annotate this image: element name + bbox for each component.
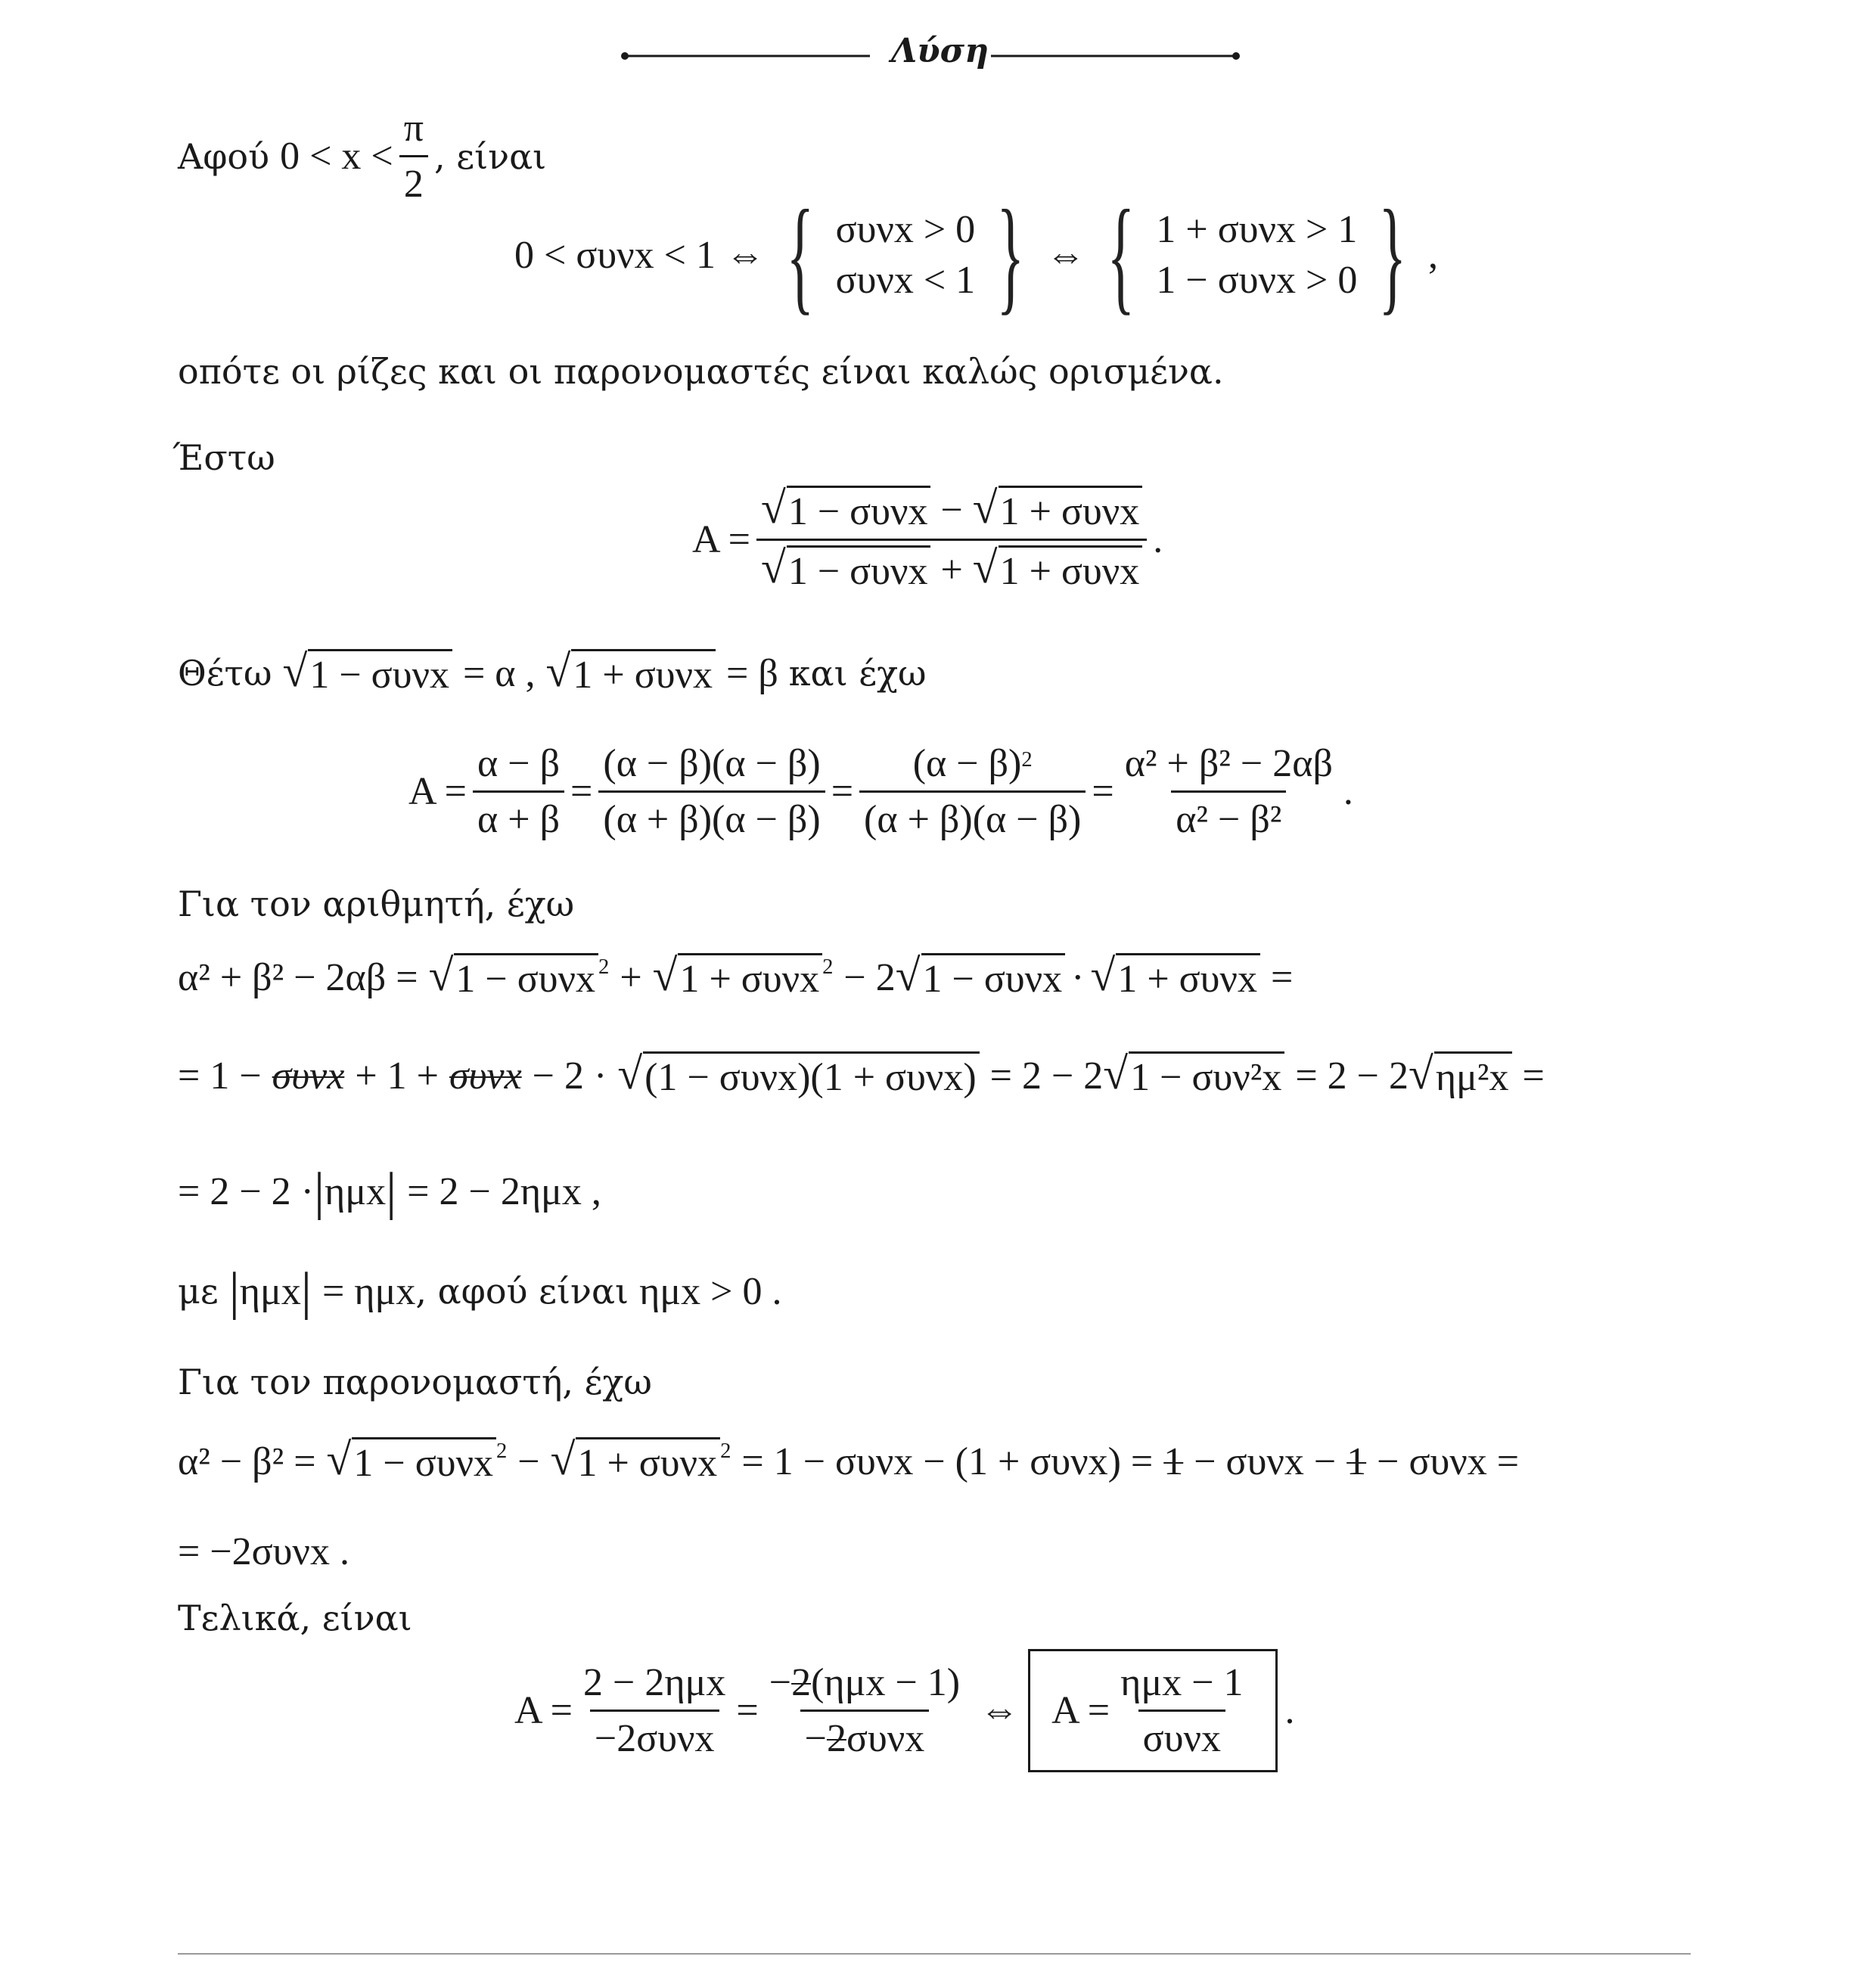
abs-bar-icon: | [228,1262,240,1321]
abs-bar-icon: | [313,1162,325,1221]
header-title: Λύση [891,32,989,70]
right-brace-icon: } [996,184,1025,326]
cancelled-term: συνx [272,1054,345,1098]
math-iff: ⇔ [1045,233,1086,277]
math-cond: 0 < x < [280,135,393,178]
eq-numerator-1: α² + β² − 2αβ = √ 1 − συνx $^2$ + √ 1 + συνx $^2$ − 2 √ 1 − συνx · √ 1 + συνx = [178,950,1294,1001]
abs-bar-icon: | [300,1262,312,1321]
cancelled-term: 2 [791,1661,812,1704]
cancelled-term: 2 [826,1717,846,1760]
text-paronomasti: Για τον παρονομαστή, έχω [178,1362,652,1402]
cancelled-term: 1 [1346,1439,1367,1483]
line-substitution: Θέτω √ 1 − συνx = α , √ 1 + συνx = β και έχω [178,646,927,697]
boxed-result: A = $\frac{\text{ημx − 1}}{\text{συνx}}$ [1028,1649,1277,1772]
math-ineq: 0 < συνx < 1 ⇔ [514,233,765,277]
text-arithmiti: Για τον αριθμητή, έχω [178,883,575,924]
line-abs-note: με | ημx | = ημx , αφού είναι ημx > 0 . [178,1262,782,1321]
text-estw: Έστω [172,437,275,478]
text-opote: οπότε οι ρίζες και οι παρονομαστές είναι καλώς ορισμένα. [178,351,1224,392]
cancelled-term: 1 [1163,1439,1184,1483]
eq-numerator-3: = 2 − 2 · | ημx | = 2 − 2ημx , [178,1162,601,1221]
text-telika: Τελικά, είναι [178,1598,412,1638]
system-1: συνx > 0 συνx < 1 [835,208,976,302]
left-brace-icon: { [1107,184,1135,326]
system-2: 1 + συνx > 1 1 − συνx > 0 [1156,208,1358,302]
text-afou: Αφού [178,135,270,177]
footer-rule [178,1953,1691,1955]
eq-final: A = $\frac{\text{2 − 2ημx}}{\text{−2συνx}}$ = $\frac{\text{−2(ημx − 1)}}{\text{−2συνx}}$ ⇔ A = $\frac{\text{ημx − 1}}{\text{συνx}}$ . [514,1649,1295,1772]
eq-A-alpha-beta: A = $\frac{\alpha - \beta}{\alpha + \beta}$ = $\frac{(\alpha - \beta)(\alpha - \beta)}{(\alpha + \beta)(\alpha - \beta)}$ = $\frac{(\alpha - \beta)^2}{(\alpha + \beta)(\alpha - \beta)}$ = $\frac{\text{α² + β² − 2αβ}}{\text{α² − β²}}$ . [408,742,1353,841]
abs-bar-icon: | [386,1162,397,1221]
section-header [620,32,1241,77]
frac-pi-2: $\frac{\pi}{2}$ [399,106,428,207]
eq-denominator-1: α² − β² = √ 1 − συνx $^2$ − √ 1 + συνx $^2$ = 1 − συνx − (1 + συνx) = 1 − συνx − 1 − συνx = [178,1434,1520,1485]
text-einai: , είναι [434,135,547,177]
eq-denominator-2: = −2συνx . [178,1530,349,1573]
left-brace-icon: { [786,184,815,326]
cancelled-term: συνx [449,1054,522,1098]
line-system: 0 < συνx < 1 ⇔ { συνx > 0 συνx < 1 } ⇔ { 1 + συνx > 1 1 − συνx > 0 } , [514,184,1438,326]
eq-A-definition: A = √ 1 − συνx − √ 1 + συνx √ 1 − συνx + √ 1 + συνx . [692,483,1163,593]
eq-numerator-2: = 1 − συνx + 1 + συνx − 2 · √ (1 − συνx)(1 + συνx) = 2 − 2 √ 1 − συν²x = 2 − 2 √ ημ²x = [178,1048,1545,1099]
line-condition [178,106,546,207]
right-brace-icon: } [1378,184,1407,326]
